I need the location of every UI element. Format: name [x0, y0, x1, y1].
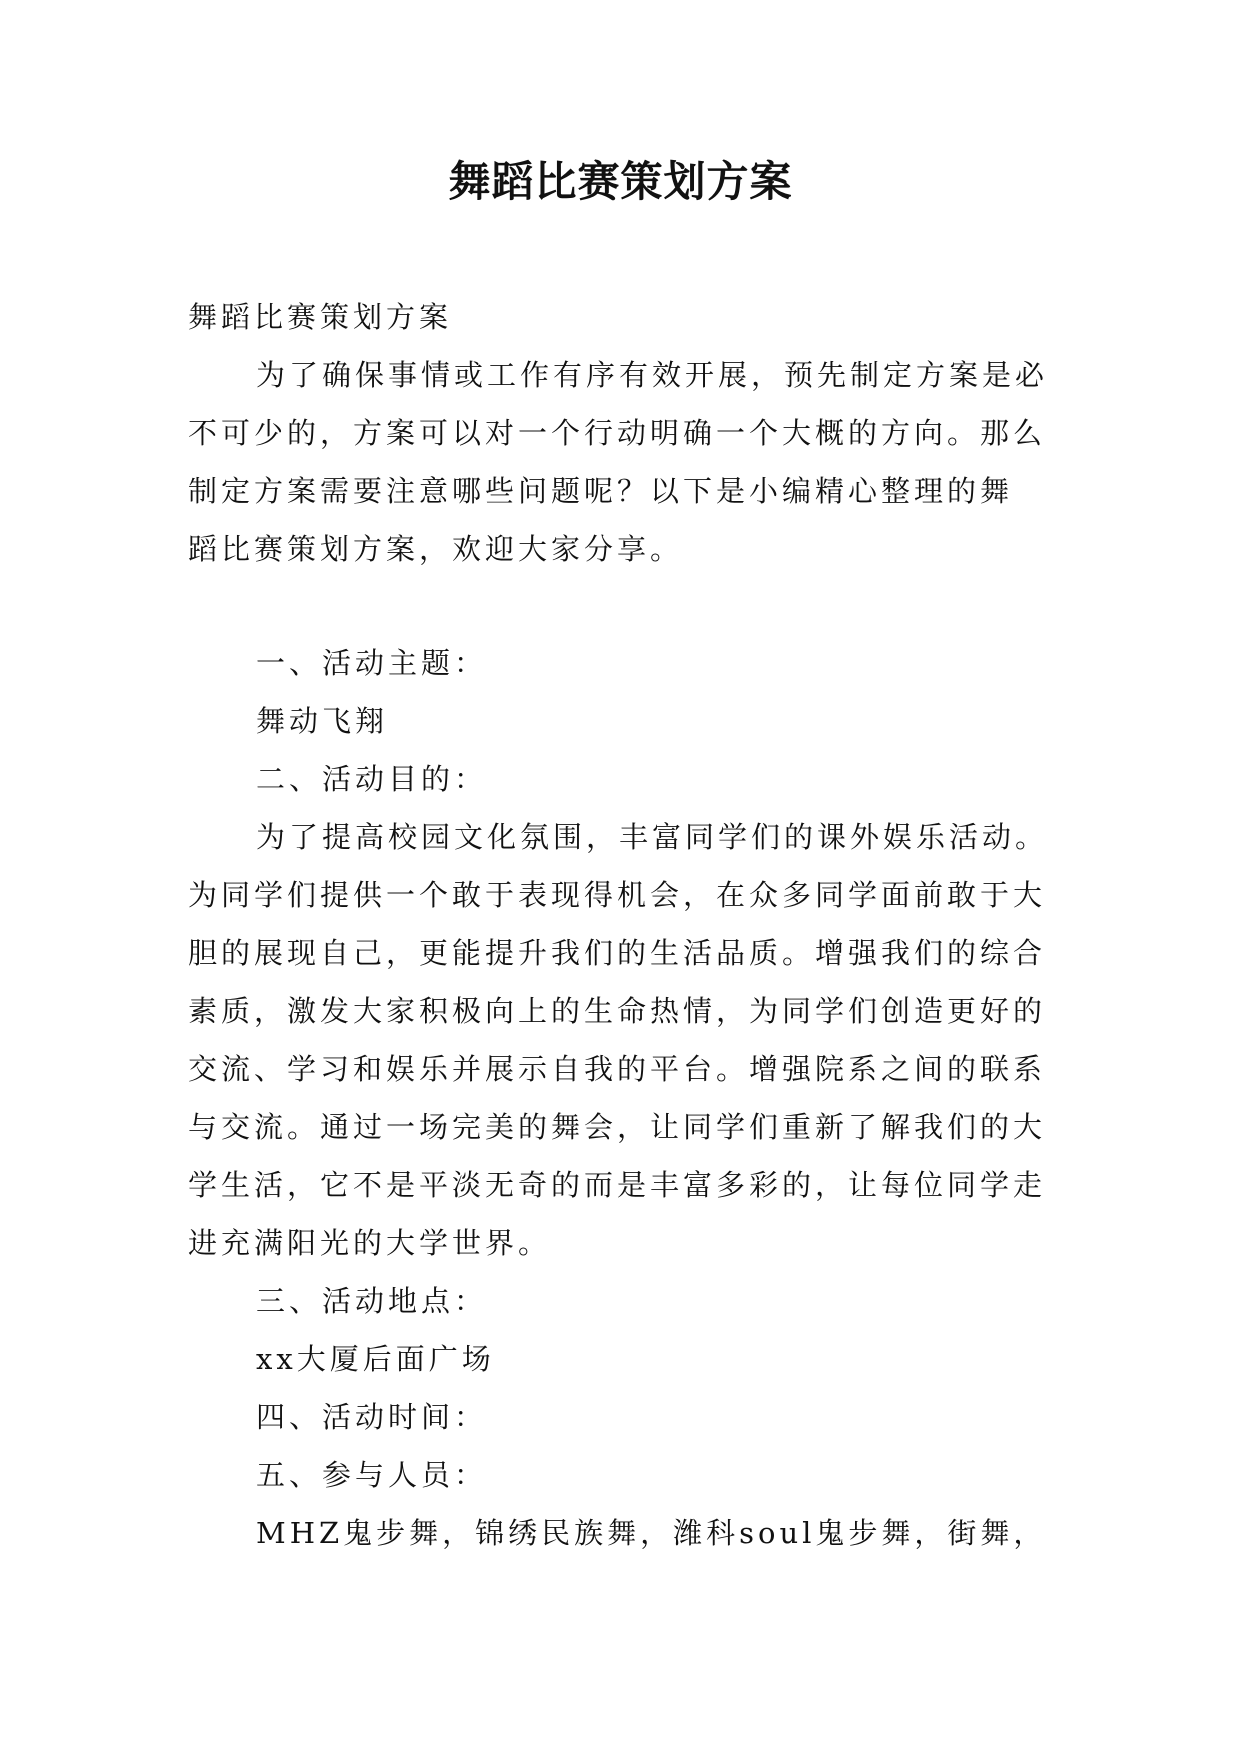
section-heading-purpose: 二、活动目的： [256, 762, 488, 796]
purpose-paragraph-line: 进充满阳光的大学世界。 [188, 1226, 552, 1260]
paragraph-gap [188, 578, 1068, 634]
intro-paragraph-line: 蹈比赛策划方案，欢迎大家分享。 [188, 532, 684, 566]
section-text-location: xx大厦后面广场 [256, 1342, 495, 1376]
section-heading-time: 四、活动时间： [256, 1400, 488, 1434]
section-heading-participants: 五、参与人员： [256, 1458, 488, 1492]
section-text-participants: MHZ鬼步舞，锦绣民族舞，潍科soul鬼步舞，街舞， [256, 1516, 1047, 1550]
purpose-paragraph-line: 与交流。通过一场完美的舞会，让同学们重新了解我们的大 [188, 1110, 1047, 1144]
document-body [188, 288, 1068, 1562]
section-heading-location: 三、活动地点： [256, 1284, 488, 1318]
section-text-theme: 舞动飞翔 [256, 704, 389, 738]
purpose-paragraph-line: 学生活，它不是平淡无奇的而是丰富多彩的，让每位同学走 [188, 1168, 1047, 1202]
intro-paragraph-line: 制定方案需要注意哪些问题呢？以下是小编精心整理的舞 [188, 474, 1014, 508]
purpose-paragraph-line: 交流、学习和娱乐并展示自我的平台。增强院系之间的联系 [188, 1052, 1047, 1086]
purpose-paragraph-line: 为了提高校园文化氛围，丰富同学们的课外娱乐活动。 [256, 820, 1049, 854]
purpose-paragraph-line: 素质，激发大家积极向上的生命热情，为同学们创造更好的 [188, 994, 1047, 1028]
intro-paragraph-line: 不可少的，方案可以对一个行动明确一个大概的方向。那么 [188, 416, 1047, 450]
intro-paragraph-line: 为了确保事情或工作有序有效开展，预先制定方案是必 [256, 358, 1049, 392]
purpose-paragraph-line: 为同学们提供一个敢于表现得机会，在众多同学面前敢于大 [188, 878, 1047, 912]
document-title: 舞蹈比赛策划方案 [448, 157, 793, 206]
purpose-paragraph-line: 胆的展现自己，更能提升我们的生活品质。增强我们的综合 [188, 936, 1047, 970]
section-heading-theme: 一、活动主题： [256, 646, 488, 680]
intro-heading: 舞蹈比赛策划方案 [188, 300, 453, 334]
